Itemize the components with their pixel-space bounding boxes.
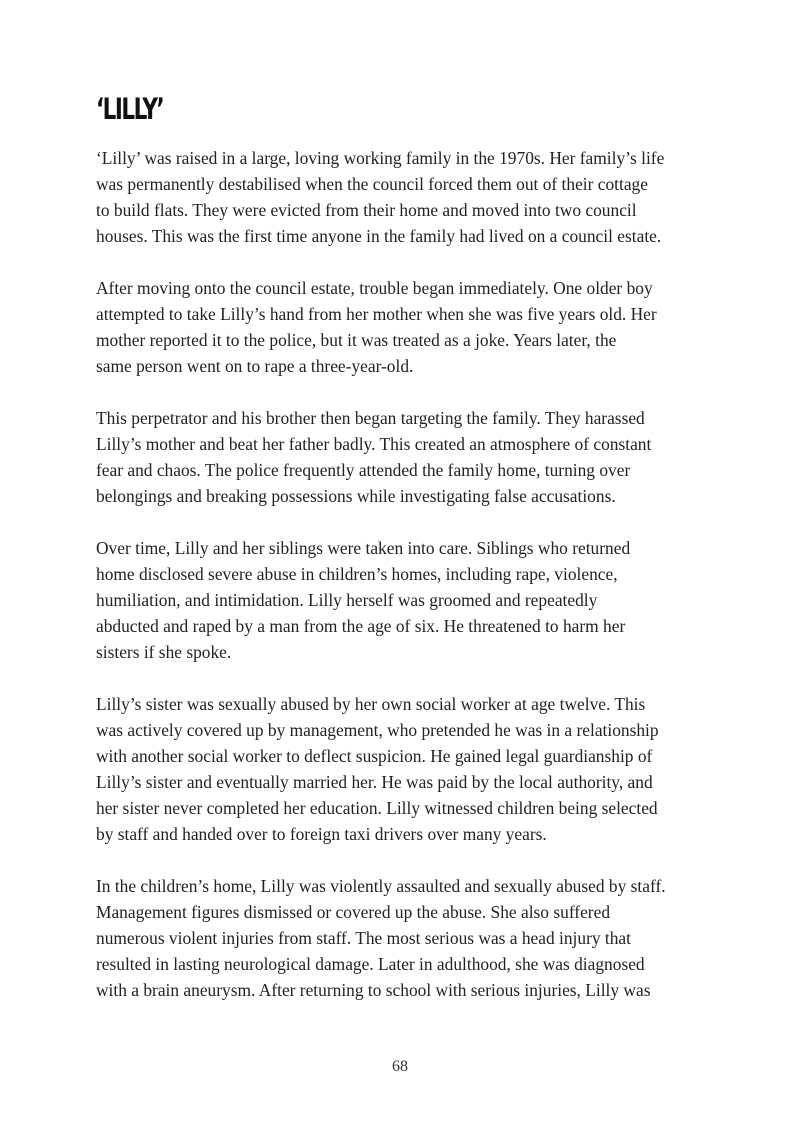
body-text <box>96 145 696 1029</box>
paragraph: Lilly’s sister was sexually abused by her own social worker at age twelve. This was actively covered up by management, who pretended he was in a relationship with another social worker to deflect suspicion. He gained legal guardianship of Lilly’s sister and eventually married her. He was paid by the local authority, and her sister never completed her education. Lilly witnessed children being selected by staff and handed over to foreign taxi drivers over many years. <box>96 694 659 844</box>
paragraph: ‘Lilly’ was raised in a large, loving working family in the 1970s. Her family’s life was permanently destabilised when the council forced them out of their cottage to build flats. They were evicted from their home and moved into two council houses. This was the first time anyone in the family had lived on a council estate. <box>96 148 665 246</box>
paragraph: This perpetrator and his brother then began targeting the family. They harassed Lilly’s mother and beat her father badly. This created an atmosphere of constant fear and chaos. The police frequently attended the family home, turning over belongings and breaking possessions while investigating false accusations. <box>96 408 652 506</box>
paragraph: After moving onto the council estate, trouble began immediately. One older boy attempted to take Lilly’s hand from her mother when she was five years old. Her mother reported it to the police, but it was treated as a joke. Years later, the same person went on to rape a three-year-old. <box>96 278 657 376</box>
page-number: 68 <box>392 1058 408 1075</box>
section-heading: ‘LILLY’ <box>96 92 164 126</box>
paragraph: In the children’s home, Lilly was violently assaulted and sexually abused by staff. Management figures dismissed or covered up the abuse. She also suffered numerous violent injuries from staff. The most serious was a head injury that resulted in lasting neurological damage. Later in adulthood, she was diagnosed with a brain aneurysm. After returning to school with serious injuries, Lilly was <box>96 876 666 1000</box>
paragraph: Over time, Lilly and her siblings were taken into care. Siblings who returned home disclosed severe abuse in children’s homes, including rape, violence, humiliation, and intimidation. Lilly herself was groomed and repeatedly abducted and raped by a man from the age of six. He threatened to harm her sisters if she spoke. <box>96 538 631 662</box>
